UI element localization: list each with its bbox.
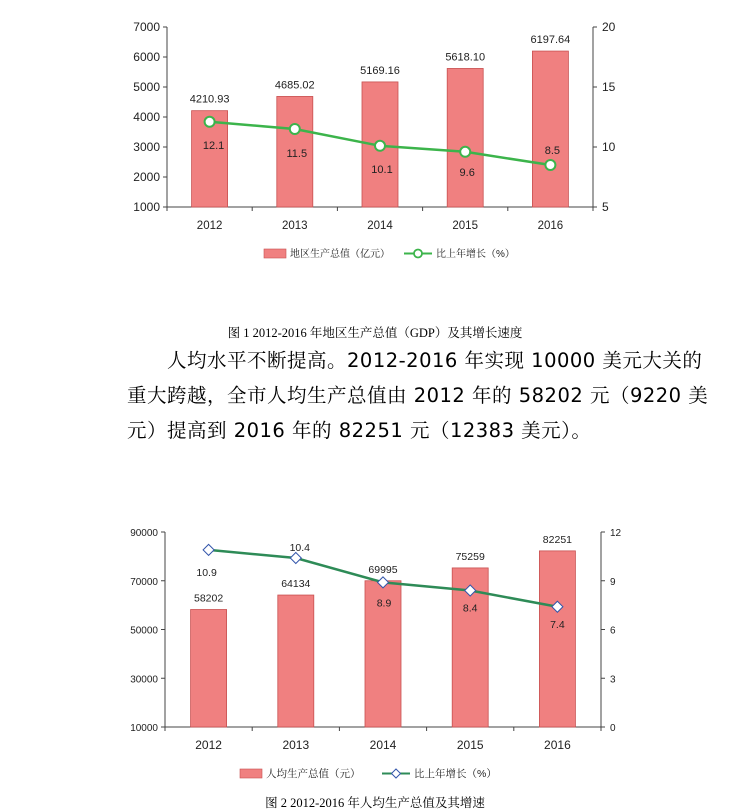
growth-value-label: 10.9 <box>196 566 217 579</box>
x-tick-label: 2013 <box>282 220 308 232</box>
left-tick-label: 5000 <box>133 80 160 94</box>
right-tick-label: 10 <box>602 140 616 154</box>
bar-value-label: 64134 <box>281 578 311 591</box>
growth-point <box>290 124 300 134</box>
bar-value-label: 5169.16 <box>360 64 400 77</box>
left-tick-label: 7000 <box>133 20 160 34</box>
legend-bar-label: 人均生产总值（元） <box>266 768 361 780</box>
paragraph-line: 人均水平不断提高。2012-2016 年实现 10000 美元大关的 <box>127 349 703 372</box>
growth-point <box>545 160 555 170</box>
x-tick-label: 2014 <box>369 738 397 752</box>
bar-value-label: 4210.93 <box>189 93 230 106</box>
x-tick-label: 2012 <box>195 738 222 752</box>
right-tick-label: 9 <box>610 576 616 588</box>
growth-value-label: 8.9 <box>376 597 392 610</box>
bar <box>278 595 314 727</box>
growth-value-label: 11.5 <box>286 148 308 160</box>
right-tick-label: 20 <box>602 20 616 34</box>
growth-point <box>460 147 470 157</box>
right-tick-label: 0 <box>610 723 616 734</box>
left-tick-label: 90000 <box>130 528 158 539</box>
bar <box>191 610 227 727</box>
bar <box>532 51 568 207</box>
left-tick-label: 10000 <box>130 723 158 734</box>
legend-line-marker <box>414 250 422 258</box>
gdp-chart <box>0 0 750 270</box>
bar-value-label: 6197.64 <box>530 34 571 47</box>
bar-value-label: 82251 <box>542 533 573 546</box>
legend-bar-swatch <box>264 249 286 258</box>
bar <box>447 68 483 207</box>
x-tick-label: 2014 <box>367 220 393 232</box>
right-tick-label: 5 <box>602 200 609 214</box>
paragraph-line: 元）提高到 2016 年的 82251 元（12383 美元）。 <box>127 419 592 442</box>
right-tick-label: 15 <box>602 80 616 94</box>
bar-value-label: 75259 <box>455 550 485 563</box>
growth-point <box>205 117 215 127</box>
right-tick-label: 12 <box>610 528 622 539</box>
bar-value-label: 58202 <box>193 592 224 605</box>
left-tick-label: 6000 <box>133 50 160 64</box>
bar-value-label: 5618.10 <box>445 51 486 64</box>
legend-bar-label: 地区生产总值（亿元） <box>290 249 390 260</box>
left-tick-label: 1000 <box>133 200 160 214</box>
body-paragraph <box>127 343 709 448</box>
left-tick-label: 70000 <box>130 576 158 588</box>
right-tick-label: 6 <box>610 625 616 637</box>
growth-point <box>290 553 301 564</box>
left-tick-label: 50000 <box>130 625 158 637</box>
figure1-caption: 图 1 2012-2016 年地区生产总值（GDP）及其增长速度 <box>227 326 523 340</box>
left-tick-label: 2000 <box>133 170 160 184</box>
right-tick-label: 3 <box>610 674 616 686</box>
growth-value-label: 12.1 <box>202 139 225 152</box>
bar <box>539 551 575 727</box>
growth-value-label: 9.6 <box>459 166 475 179</box>
paragraph-line: 重大跨越，全市人均生产总值由 2012 年的 58202 元（9220 美 <box>127 384 709 407</box>
growth-value-label: 8.5 <box>544 145 561 157</box>
x-tick-label: 2016 <box>537 220 564 232</box>
growth-point <box>203 544 214 555</box>
left-tick-label: 4000 <box>133 110 160 124</box>
x-tick-label: 2015 <box>456 738 484 752</box>
bar-value-label: 4685.02 <box>274 79 315 92</box>
left-tick-label: 3000 <box>133 140 160 154</box>
legend-line-label: 比上年增长（%） <box>414 768 497 780</box>
growth-value-label: 7.4 <box>550 618 565 631</box>
left-tick-label: 30000 <box>130 674 158 686</box>
figure2-caption: 图 2 2012-2016 年人均生产总值及其增速 <box>265 796 485 810</box>
legend-bar-swatch <box>240 769 262 778</box>
per-capita-chart <box>0 470 750 795</box>
x-tick-label: 2016 <box>544 738 571 752</box>
growth-value-label: 10.1 <box>371 163 393 176</box>
bar-value-label: 69995 <box>368 563 398 576</box>
legend-line-marker <box>392 769 401 778</box>
growth-value-label: 10.4 <box>289 542 311 554</box>
legend-line-label: 比上年增长（%） <box>436 249 515 260</box>
x-tick-label: 2015 <box>452 220 478 232</box>
x-tick-label: 2012 <box>196 220 223 232</box>
x-tick-label: 2013 <box>282 738 310 752</box>
growth-value-label: 8.4 <box>462 602 478 615</box>
growth-point <box>375 141 385 151</box>
